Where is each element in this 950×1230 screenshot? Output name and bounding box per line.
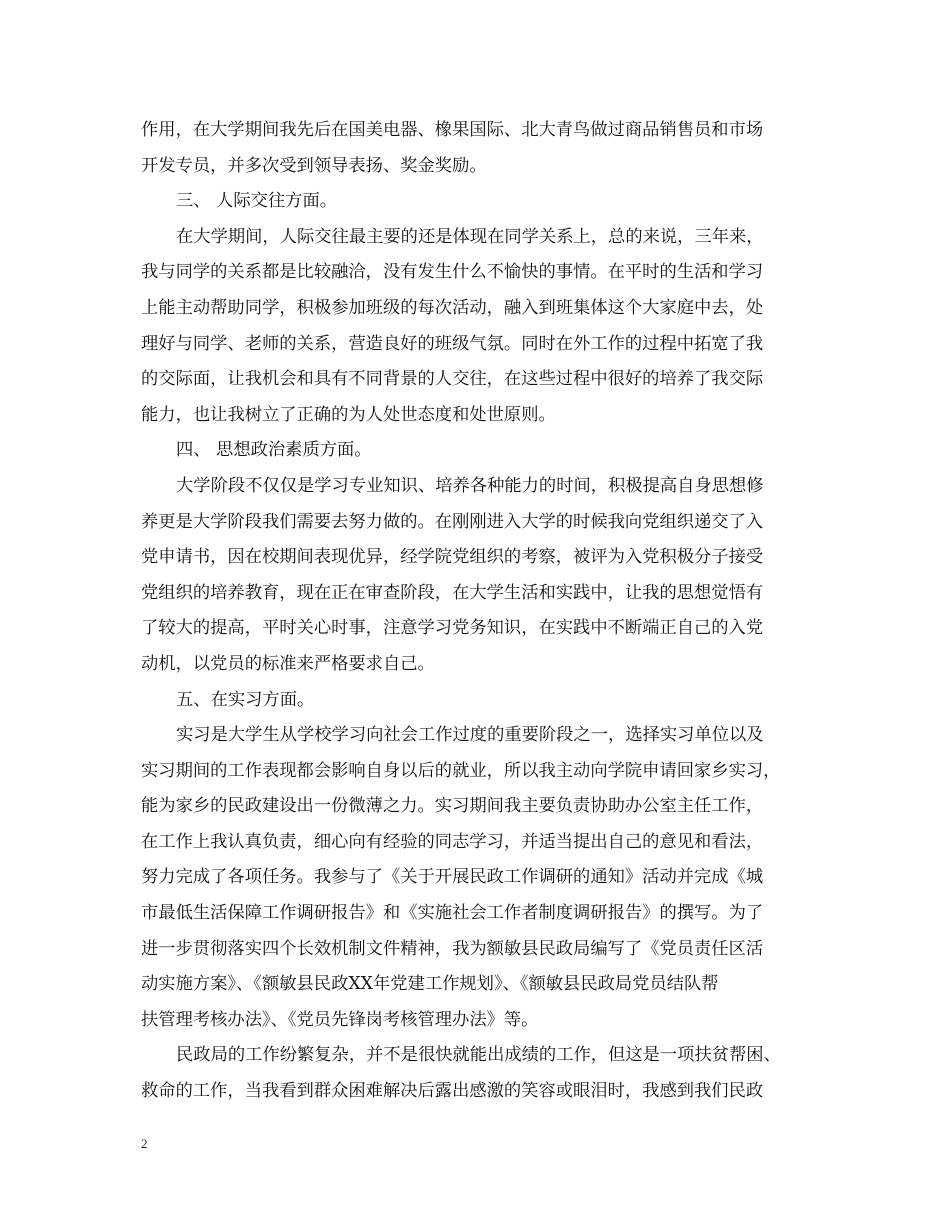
text-line: 开发专员，并多次受到领导表扬、奖金奖励。 (141, 155, 487, 176)
text-line: 养更是大学阶段我们需要去努力做的。在刚刚进入大学的时候我向党组织递交了入 (141, 511, 764, 532)
text-line: 了较大的提高，平时关心时事，注意学习党务知识，在实践中不断端正自己的入党 (141, 618, 764, 639)
text-line: 在大学期间，人际交往最主要的还是体现在同学关系上，总的来说，三年来， (176, 226, 764, 247)
text-line: 党组织的培养教育，现在正在审查阶段，在大学生活和实践中，让我的思想觉悟有 (141, 582, 764, 603)
text-line: 民政局的工作纷繁复杂，并不是很快就能出成绩的工作，但这是一项扶贫帮困、 (176, 1045, 781, 1066)
text-line: 市最低生活保障工作调研报告》和《实施社会工作者制度调研报告》的撰写。为了 (141, 903, 764, 924)
text-line: 大学阶段不仅仅是学习专业知识、培养各种能力的时间，积极提高自身思想修 (176, 475, 764, 496)
text-line: 动实施方案》、《额敏县民政XX年党建工作规划》、《额敏县民政局党员结队帮 (141, 974, 719, 995)
page-number: 2 (141, 1136, 148, 1151)
text-line: 在工作上我认真负责，细心向有经验的同志学习，并适当提出自己的意见和看法， (141, 831, 764, 852)
text-line: 能为家乡的民政建设出一份微薄之力。实习期间我主要负责协助办公室主任工作， (141, 796, 764, 817)
text-line: 动机，以党员的标准来严格要求自己。 (141, 653, 435, 674)
text-line: 五、在实习方面。 (176, 689, 315, 710)
document-body (141, 113, 813, 1110)
text-line: 作用，在大学期间我先后在国美电器、橡果国际、北大青鸟做过商品销售员和市场 (141, 120, 764, 140)
text-line: 扶管理考核办法》、《党员先锋岗考核管理办法》等。 (141, 1009, 539, 1030)
text-line: 努力完成了各项任务。我参与了《关于开展民政工作调研的通知》活动并完成《城 (141, 867, 764, 888)
text-line: 进一步贯彻落实四个长效机制文件精神，我为额敏县民政局编写了《党员责任区活 (141, 938, 764, 959)
text-line: 上能主动帮助同学，积极参加班级的每次活动，融入到班集体这个大家庭中去，处 (141, 297, 764, 318)
text-line: 三、 人际交往方面。 (176, 191, 338, 212)
text-line: 我与同学的关系都是比较融洽，没有发生什么不愉快的事情。在平时的生活和学习 (141, 262, 764, 283)
text-line: 理好与同学、老师的关系，营造良好的班级气氛。同时在外工作的过程中拓宽了我 (141, 333, 764, 354)
text-line: 能力，也让我树立了正确的为人处世态度和处世原则。 (141, 404, 556, 425)
text-line: 的交际面，让我机会和具有不同背景的人交往，在这些过程中很好的培养了我交际 (141, 369, 764, 390)
text-line: 实习是大学生从学校学习向社会工作过度的重要阶段之一，选择实习单位以及 (176, 725, 764, 746)
text-line: 党申请书，因在校期间表现优异，经学院党组织的考察，被评为入党积极分子接受 (141, 547, 764, 568)
text-line: 四、 思想政治素质方面。 (176, 440, 372, 461)
text-line: 实习期间的工作表现都会影响自身以后的就业，所以我主动向学院申请回家乡实习， (141, 760, 781, 781)
text-line: 救命的工作，当我看到群众困难解决后露出感激的笑容或眼泪时，我感到我们民政 (141, 1081, 764, 1102)
